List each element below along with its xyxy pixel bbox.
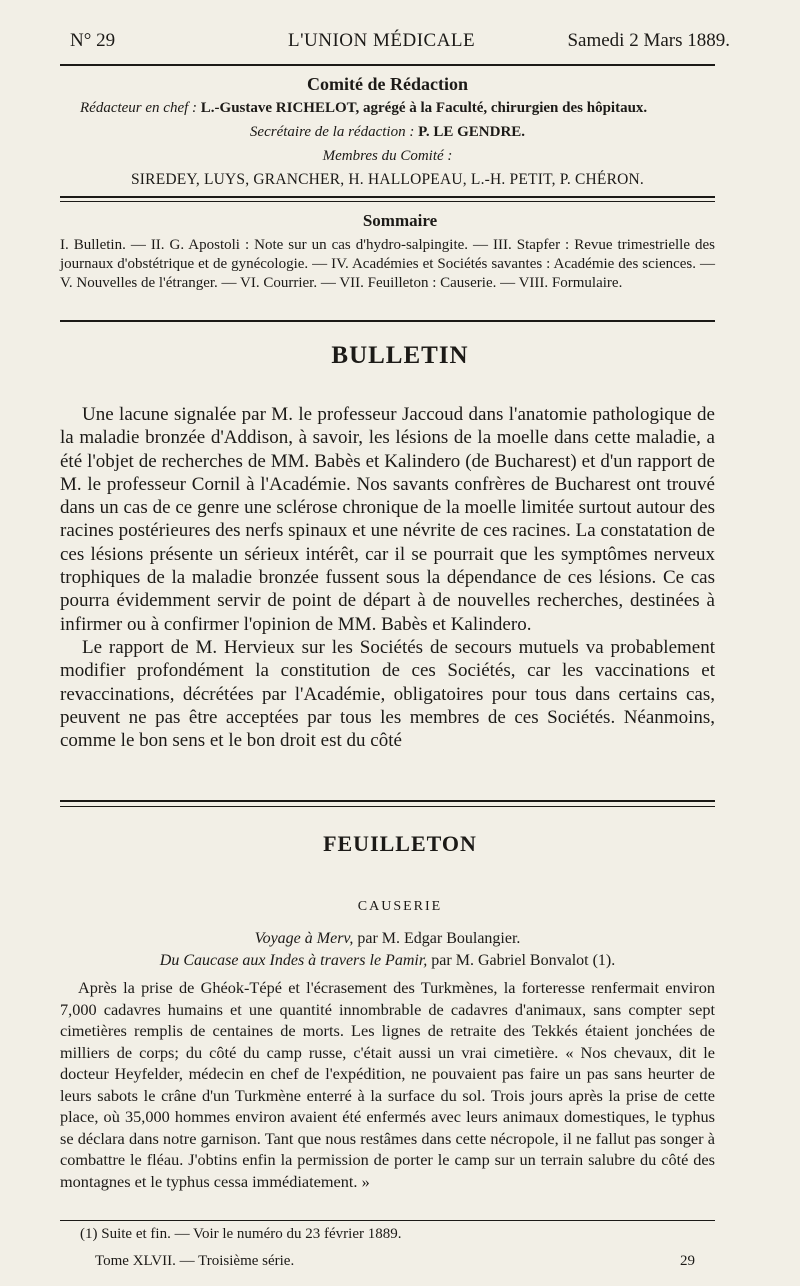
work-title: Voyage à Merv, (254, 930, 354, 947)
feuilleton-body (60, 977, 715, 1192)
bulletin-rule-bottom (60, 806, 715, 807)
chief-editor (60, 96, 715, 120)
reviewed-work (60, 950, 715, 972)
tome-label: Tome XLVII. — Troisième série. (95, 1253, 295, 1269)
header-rule (60, 64, 715, 66)
running-head (70, 30, 730, 62)
page-number: 29 (680, 1253, 695, 1269)
committee-rule-bottom (60, 201, 715, 202)
footnote-rule (60, 1220, 715, 1221)
chief-editor-label: Rédacteur en chef : (80, 100, 198, 116)
work-author: par M. Gabriel Bonvalot (1). (431, 952, 616, 969)
causerie-subtitle: CAUSERIE (357, 899, 443, 914)
reviewed-work (60, 928, 715, 950)
issue-date: Samedi 2 Mars 1889. (567, 30, 730, 51)
committee-title: Comité de Rédaction (307, 74, 468, 94)
reviewed-works (60, 928, 715, 972)
bulletin-paragraph: Une lacune signalée par M. le professeur Jaccoud dans l'anatomie pathologique de la maladie bronzée d'Addison, à savoir, les lésions de la moelle dans cette maladie, a été l'objet de recherches de MM. Babès et Kalindero (de Bucharest) et d'un rapport de M. le professeur Cornil à l'Académie. Nos savants confrères de Bucharest ont trouvé dans un cas de ce genre une sclérose chronique de la moelle limitée surtout autour des racines postérieures des nerfs spinaux et une névrite de ces racines. La constatation de ces lésions présente un sérieux intérêt, car il se pourrait que les symptômes nerveux trophiques de la maladie bronzée fussent sous la dépendance de ces lésions. Ce cas pourra évidemment servir de point de départ à de nouvelles recherches, destinées à infirmer ou à confirmer l'opinion de MM. Babès et Kalindero. (60, 404, 715, 635)
sommaire-text: I. Bulletin. — II. G. Apostoli : Note sur un cas d'hydro-salpingite. — III. Stapfer : Revue trimestrielle des journaux d'obstétrique et de gynécologie. — IV. Académies et Sociétés savantes : Académie des sciences. — V. Nouvelles de l'étranger. — VI. Courrier. — VII. Feuilleton : Causerie. — VIII. Formulaire. (60, 237, 715, 291)
issue-number: N° 29 (70, 30, 116, 51)
secretary-label: Secrétaire de la rédaction : (249, 124, 415, 140)
secretary-value: P. LE GENDRE. (418, 124, 526, 140)
committee-block (60, 72, 715, 192)
bulletin-title: BULLETIN (331, 342, 469, 369)
feuilleton-paragraph: Après la prise de Ghéok-Tépé et l'écrasement des Turkmènes, la forteresse renfermait environ 7,000 cadavres humains et une quantité innombrable de cadavres d'animaux, sans compter sept cimetières remplis de centaines de morts. Les lignes de retraite des Tekkés étaient jonchées de milliers de corps; du côté du camp russe, c'était aussi un vrai cimetière. « Nos chevaux, dit le docteur Heyfelder, médecin en chef de l'expédition, ne pouvaient pas faire un pas sans heurter de leurs sabots le crâne d'un Turkmène enterré à la surface du sol. Trois jours après la prise de cette place, où 35,000 hommes environ avaient été enfermés avec leurs animaux domestiques, le typhus se déclara dans notre garnison. Tant que nous restâmes dans cette nécropole, il ne fallut pas songer à combattre le fléau. J'obtins enfin la permission de porter le camp sur un terrain salubre du côté des montagnes et le typhus cessa immédiatement. » (60, 978, 715, 1191)
bulletin-rule-top (60, 800, 715, 802)
work-title: Du Caucase aux Indes à travers le Pamir, (159, 952, 428, 969)
bulletin-body (60, 403, 715, 752)
journal-title: L'UNION MÉDICALE (288, 30, 476, 51)
feuilleton-title: FEUILLETON (323, 831, 477, 856)
bulletin-paragraph: Le rapport de M. Hervieux sur les Sociétés de secours mutuels va probablement modifier profondément la constitution de ces Sociétés, car les vaccinations et revaccinations, décrétées par l'Académie, obligatoires pour tous dans certains cas, peuvent ne pas être acceptées par tous les membres de ces Sociétés. Néanmoins, comme le bon sens et le bon droit est du côté (60, 636, 715, 752)
chief-editor-value: L.-Gustave RICHELOT, agrégé à la Faculté, chirurgien des hôpitaux. (200, 100, 648, 116)
members-label: Membres du Comité : (322, 148, 453, 164)
work-author: par M. Edgar Boulangier. (357, 930, 521, 947)
secretary (60, 120, 715, 144)
committee-rule-top (60, 196, 715, 198)
sommaire-title: Sommaire (362, 211, 438, 230)
footnote: (1) Suite et fin. — Voir le numéro du 23 février 1889. (80, 1226, 402, 1242)
committee-members: SIREDEY, LUYS, GRANCHER, H. HALLOPEAU, L.-H. PETIT, P. CHÉRON. (130, 171, 644, 188)
sommaire-rule (60, 320, 715, 322)
